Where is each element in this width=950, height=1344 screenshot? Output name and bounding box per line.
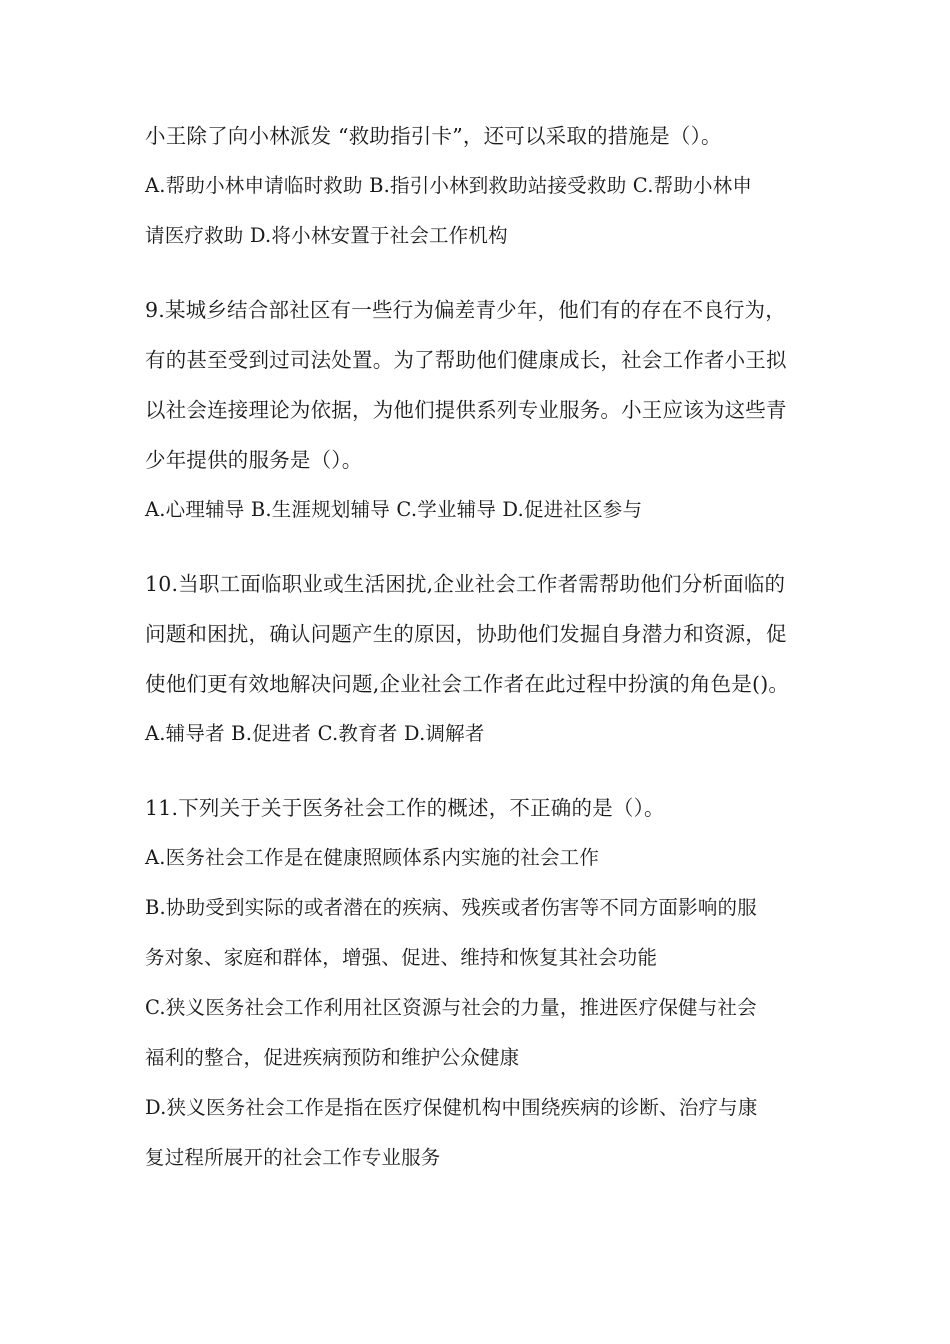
q11-option-d-line-1: D.狭义医务社会工作是指在医疗保健机构中围绕疾病的诊断、治疗与康 — [145, 1096, 758, 1119]
q10-stem-line-2: 问题和困扰，确认问题产生的原因，协助他们发掘自身潜力和资源，促 — [145, 622, 787, 646]
q9-stem-line-4: 少年提供的服务是（）。 — [145, 448, 363, 472]
q10-stem-line-1: 10.当职工面临职业或生活困扰,企业社会工作者需帮助他们分析面临的 — [145, 572, 786, 596]
q9-options: A.心理辅导 B.生涯规划辅导 C.学业辅导 D.促进社区参与 — [145, 498, 643, 521]
q8-stem-line-1: 小王除了向小林派发 “救助指引卡”，还可以采取的措施是（）。 — [145, 124, 722, 148]
q9-stem-line-2: 有的甚至受到过司法处置。为了帮助他们健康成长，社会工作者小王拟 — [145, 348, 787, 372]
q8-options-line-1: A.帮助小林申请临时救助 B.指引小林到救助站接受救助 C.帮助小林申 — [145, 174, 753, 197]
q11-stem: 11.下列关于关于医务社会工作的概述，不正确的是（）。 — [145, 796, 665, 820]
q8-options-line-2: 请医疗救助 D.将小林安置于社会工作机构 — [145, 224, 508, 247]
q11-option-c-line-2: 福利的整合，促进疾病预防和维护公众健康 — [145, 1046, 520, 1069]
q9-stem-line-1: 9.某城乡结合部社区有一些行为偏差青少年，他们有的存在不良行为， — [145, 298, 786, 322]
q11-option-d-line-2: 复过程所展开的社会工作专业服务 — [145, 1146, 441, 1169]
q11-option-b-line-1: B.协助受到实际的或者潜在的疾病、残疾或者伤害等不同方面影响的服 — [145, 896, 757, 919]
q11-option-c-line-1: C.狭义医务社会工作利用社区资源与社会的力量，推进医疗保健与社会 — [145, 996, 757, 1019]
q10-options: A.辅导者 B.促进者 C.教育者 D.调解者 — [145, 722, 485, 745]
q9-stem-line-3: 以社会连接理论为依据，为他们提供系列专业服务。小王应该为这些青 — [145, 398, 787, 422]
q10-stem-line-3: 使他们更有效地解决问题,企业社会工作者在此过程中扮演的角色是()。 — [145, 672, 790, 696]
q11-option-b-line-2: 务对象、家庭和群体，增强、促进、维持和恢复其社会功能 — [145, 946, 658, 969]
q11-option-a: A.医务社会工作是在健康照顾体系内实施的社会工作 — [145, 846, 600, 869]
